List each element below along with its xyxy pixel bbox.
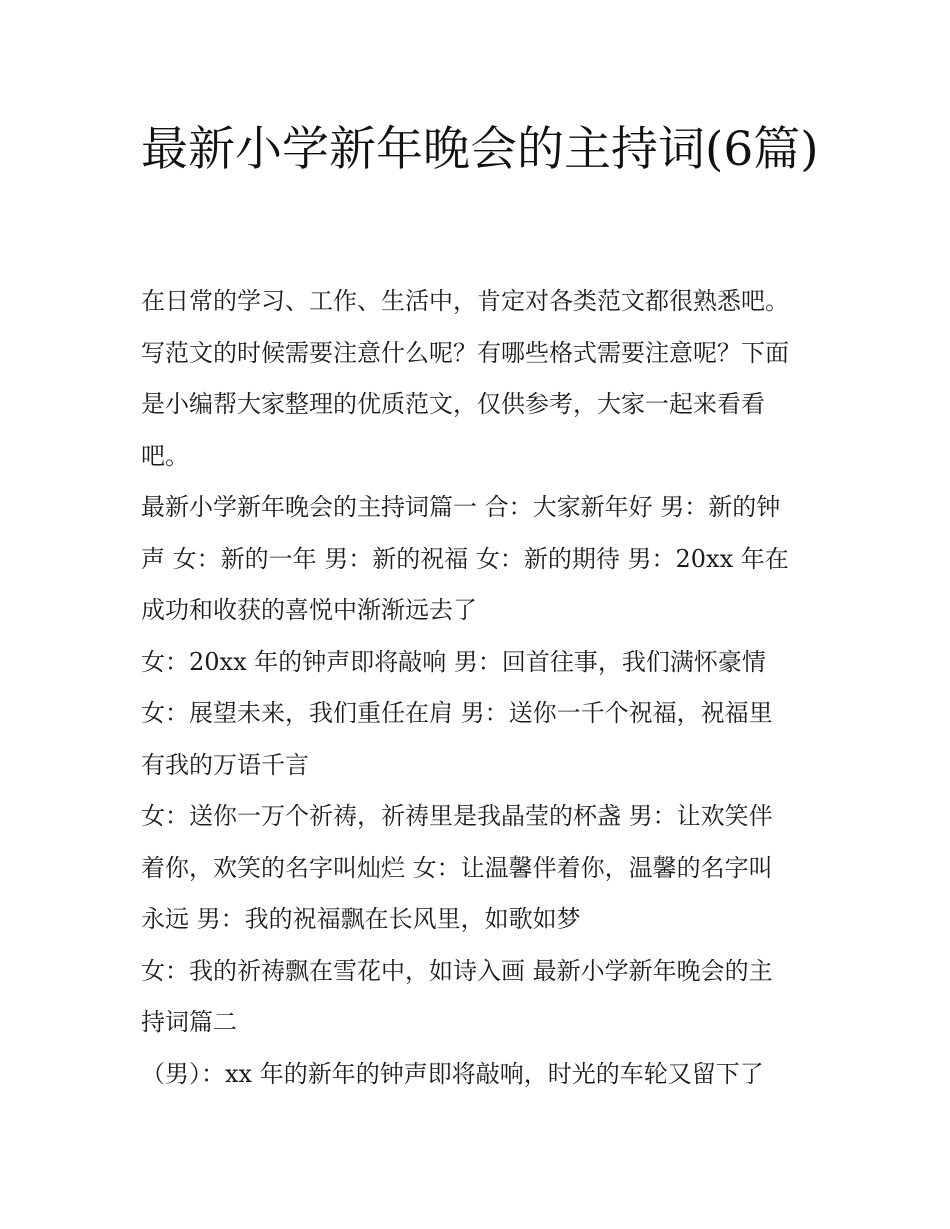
document-title: 最新小学新年晚会的主持词(6篇) [141,122,819,177]
text-line-9: 女：展望未来，我们重任在肩 男：送你一千个祝福，祝福里 [141,699,773,727]
text-line-10: 有我的万语千言 [141,750,309,779]
text-line-4: 吧。 [141,441,189,470]
text-line-12: 着你，欢笑的名字叫灿烂 女：让温馨伴着你，温馨的名字叫 [141,853,773,882]
text-line-11: 女：送你一万个祈祷，祈祷里是我晶莹的杯盏 男：让欢笑伴 [141,802,773,830]
text-line-13: 永远 男：我的祝福飘在长风里，如歌如梦 [141,905,581,933]
text-line-8: 女：20xx 年的钟声即将敲响 男：回首往事，我们满怀豪情 [141,647,766,676]
document-body [141,280,841,1104]
text-line-3: 是小编帮大家整理的优质范文，仅供参考，大家一起来看看 [141,390,765,418]
text-line-1: 在日常的学习、工作、生活中，肯定对各类范文都很熟悉吧。 [141,287,789,315]
text-line-6: 声 女：新的一年 男：新的祝福 女：新的期待 男：20xx 年在 [141,544,789,573]
text-line-2: 写范文的时候需要注意什么呢？有哪些格式需要注意呢？下面 [141,338,789,367]
text-line-14: 女：我的祈祷飘在雪花中，如诗入画 最新小学新年晚会的主 [141,956,773,985]
text-line-16: （男）：xx 年的新年的钟声即将敲响，时光的车轮又留下了 [141,1059,764,1088]
text-line-7: 成功和收获的喜悦中渐渐远去了 [141,596,477,624]
text-line-5: 最新小学新年晚会的主持词篇一 合：大家新年好 男：新的钟 [141,493,781,521]
text-line-15: 持词篇二 [141,1008,237,1036]
